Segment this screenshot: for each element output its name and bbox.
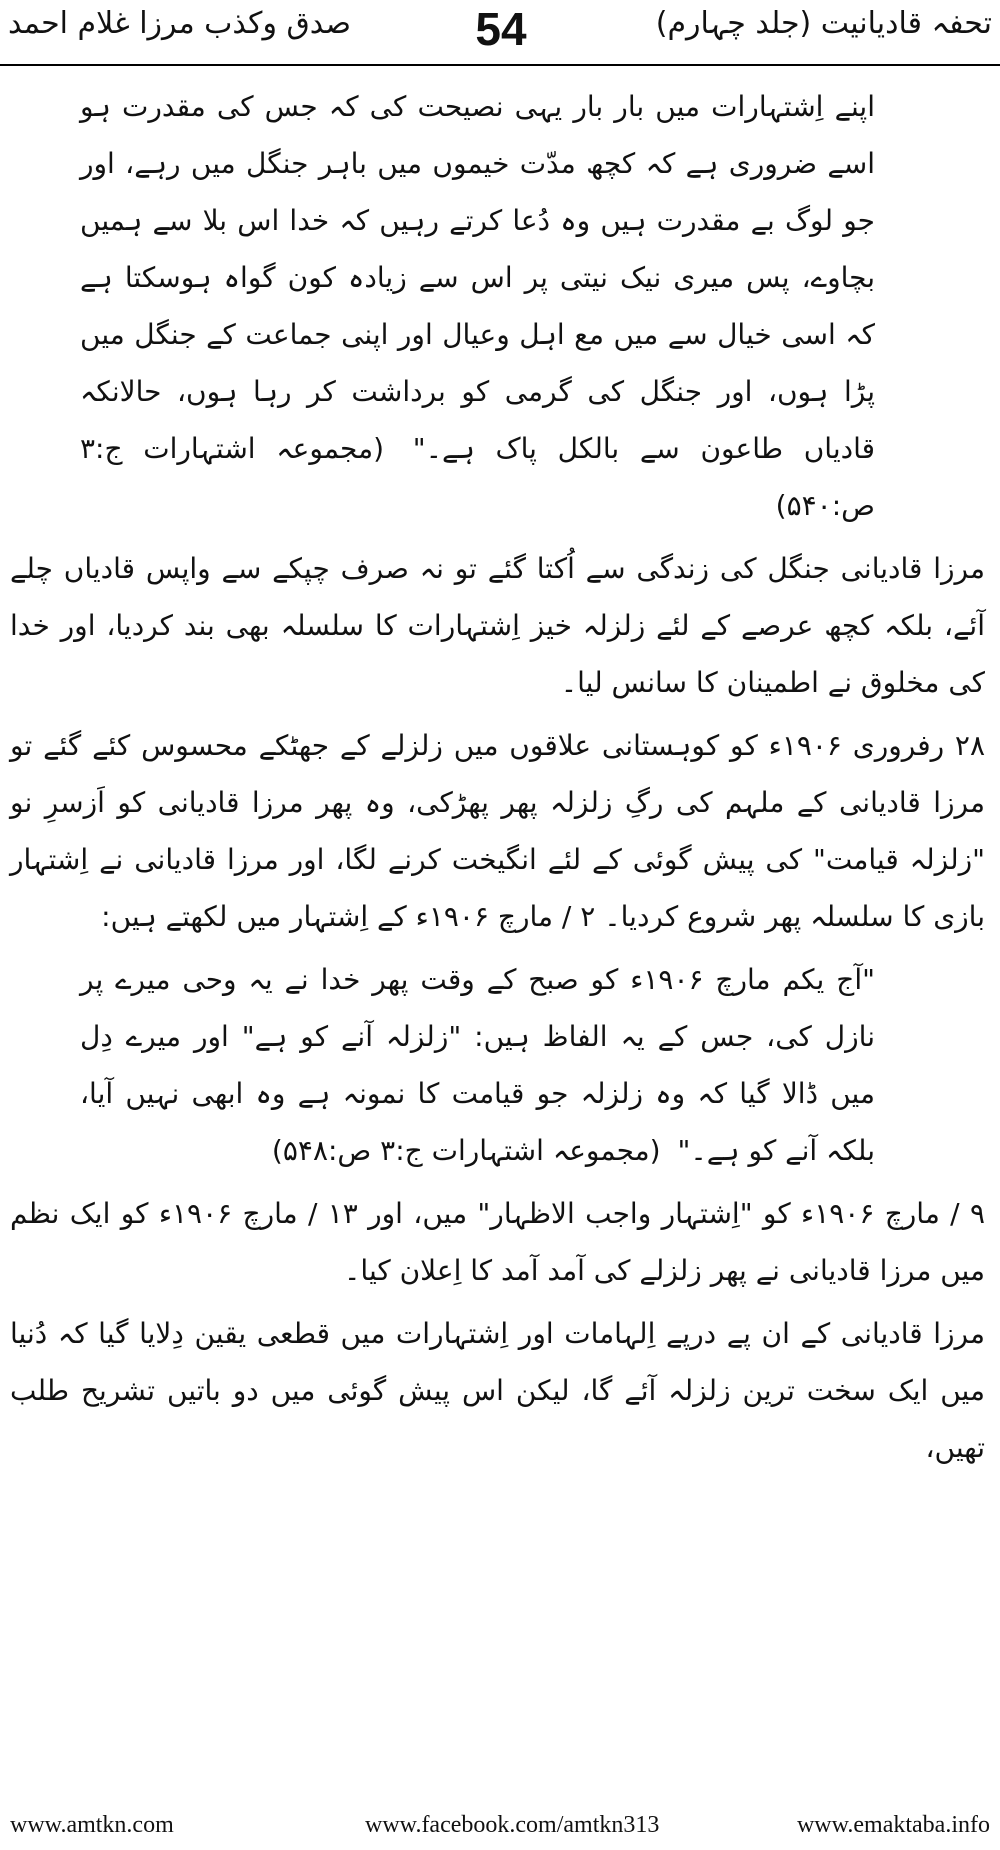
page-body	[10, 78, 985, 1482]
paragraph-1: مرزا قادیانی جنگل کی زندگی سے اُکتا گئے تو نہ صرف چپکے سے واپس قادیاں چلے آئے، بلکہ کچھ عرصے کے لئے زلزلہ خیز اِشتہارات کا سلسلہ بھی بند کردیا، اور خدا کی مخلوق نے اطمینان کا سانس لیا۔	[10, 552, 985, 699]
section-title: صدق وکذب مرزا غلام احمد	[8, 6, 351, 41]
footer-link-facebook[interactable]: www.facebook.com/amtkn313	[365, 1812, 660, 1838]
quote-1-text: اپنے اِشتہارات میں بار بار یہی نصیحت کی کہ جس کی مقدرت ہو اسے ضروری ہے کہ کچھ مدّت خیموں میں باہر جنگل میں رہے، اور جو لوگ بے مقدرت ہیں وہ دُعا کرتے رہیں کہ خدا اس بلا سے ہمیں بچاوے، پس میری نیک نیتی پر اس سے زیادہ کون گواہ ہوسکتا ہے کہ اسی خیال سے میں مع اہل وعیال اور اپنی جماعت کے جنگل میں پڑا ہوں، اور جنگل کی گرمی کو برداشت کر رہا ہوں، حالانکہ قادیاں طاعون سے بالکل پاک ہے۔"	[80, 90, 875, 465]
page-footer	[0, 1808, 1000, 1844]
page-header	[0, 0, 1000, 66]
page-number: 54	[475, 3, 527, 55]
quote-block-1	[10, 78, 985, 534]
paragraph-4: مرزا قادیانی کے ان پے درپے اِلہامات اور اِشتہارات میں قطعی یقین دِلایا گیا کہ دُنیا میں ایک سخت ترین زلزلہ آئے گا، لیکن اس پیش گوئی میں دو باتیں تشریح طلب تھیں،	[10, 1317, 985, 1464]
book-title: تحفہ قادیانیت (جلد چہارم)	[655, 6, 992, 41]
quote-2-text: "آج یکم مارچ ۱۹۰۶ء کو صبح کے وقت پھر خدا نے یہ وحی میرے پر نازل کی، جس کے یہ الفاظ ہیں: "زلزلہ آنے کو ہے" اور میرے دِل میں ڈالا گیا کہ وہ زلزلہ جو قیامت کا نمونہ ہے وہ ابھی نہیں آیا، بلکہ آنے کو ہے۔"	[80, 963, 875, 1167]
header-divider	[0, 64, 1000, 66]
footer-link-amtkn[interactable]: www.amtkn.com	[10, 1812, 174, 1838]
paragraph-3: ۹ / مارچ ۱۹۰۶ء کو "اِشتہار واجب الاظہار" میں، اور ۱۳ / مارچ ۱۹۰۶ء کو ایک نظم میں مرزا قادیانی نے پھر زلزلے کی آمد آمد کا اِعلان کیا۔	[10, 1197, 985, 1287]
paragraph-2: ۲۸ رفروری ۱۹۰۶ء کو کوہستانی علاقوں میں زلزلے کے جھٹکے محسوس کئے گئے تو مرزا قادیانی کے ملہم کی رگِ زلزلہ پھر پھڑکی، وہ پھر مرزا قادیانی کو اَزسرِ نو "زلزلہ قیامت" کی پیش گوئی کے لئے انگیخت کرنے لگا، اور مرزا قادیانی نے اِشتہار بازی کا سلسلہ پھر شروع کردیا۔ ۲ / مارچ ۱۹۰۶ء کے اِشتہار میں لکھتے ہیں:	[10, 729, 985, 933]
footer-link-emaktaba[interactable]: www.emaktaba.info	[796, 1812, 990, 1838]
quote-block-2	[10, 951, 985, 1179]
quote-1-citation: (مجموعہ اشتہارات ج:۳ ص:۵۴۰)	[80, 432, 875, 522]
quote-2-citation: (مجموعہ اشتہارات ج:۳ ص:۵۴۸)	[271, 1134, 661, 1167]
